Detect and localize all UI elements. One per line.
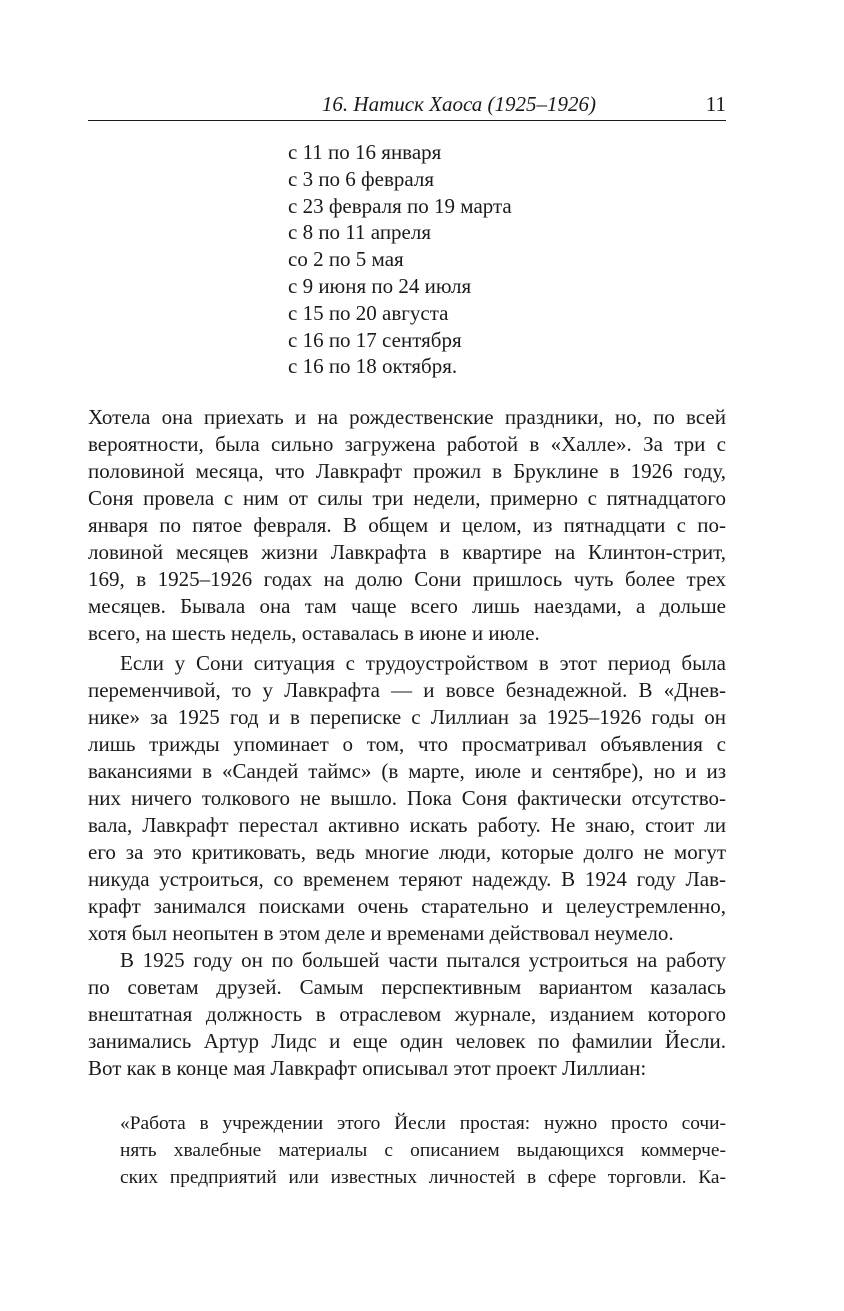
text-line: месяцев. Бывала она там чаще всего лишь наездами, а дольше: [88, 594, 726, 618]
quote-line: ских предприятий или известных личностей в сфере торговли. Ка-: [120, 1167, 726, 1188]
date-list-item: с 16 по 17 сентября: [288, 327, 462, 352]
text-line: ловиной месяцев жизни Лавкрафта в квартире на Клинтон-стрит,: [88, 540, 726, 564]
date-list-item: с 15 по 20 августа: [288, 300, 449, 325]
running-title: 16. Натиск Хаоса (1925–1926): [321, 92, 596, 116]
text-line: переменчивой, то у Лавкрафта — и вовсе безнадежной. В «Днев-: [88, 678, 726, 702]
text-line: крафт занимался поисками очень старательно и целеустремленно,: [88, 894, 726, 918]
text-line: всего, на шесть недель, оставалась в июне и июле.: [88, 621, 540, 645]
date-list-item: с 9 июня по 24 июля: [288, 273, 472, 298]
text-line: вала, Лавкрафт перестал активно искать работу. Не знаю, стоит ли: [88, 813, 726, 837]
quote-line: «Работа в учреждении этого Йесли простая: нужно просто сочи-: [120, 1113, 726, 1134]
text-line: внештатная должность в отраслевом журнале, изданием которого: [88, 1002, 726, 1026]
running-header: [88, 90, 726, 121]
text-line: января по пятое февраля. В общем и целом, из пятнадцати с по-: [88, 513, 726, 537]
date-list-item: со 2 по 5 мая: [288, 247, 404, 272]
text-line: Если у Сони ситуация с трудоустройством в этот период была: [120, 651, 726, 675]
text-line: них ничего толкового не вышло. Пока Соня фактически отсутство-: [88, 786, 726, 810]
text-line: никуда устроиться, со временем теряют надежду. В 1924 году Лав-: [88, 867, 726, 891]
quote-line: нять хвалебные материалы с описанием выдающихся коммерче-: [120, 1140, 726, 1161]
text-line: по советам друзей. Самым перспективным вариантом казалась: [88, 975, 726, 999]
date-list-item: с 3 по 6 февраля: [288, 166, 435, 191]
text-line: занимались Артур Лидс и еще один человек по фамилии Йесли.: [88, 1029, 726, 1053]
text-line: лишь трижды упоминает о том, что просматривал объявления с: [88, 732, 726, 756]
date-list-item: с 8 по 11 апреля: [288, 220, 432, 245]
text-line: половиной месяца, что Лавкрафт прожил в Бруклине в 1926 году,: [88, 459, 726, 483]
text-line: 169, в 1925–1926 годах на долю Сони пришлось чуть более трех: [88, 567, 726, 591]
text-line: хотя был неопытен в этом деле и временами действовал неумело.: [88, 921, 674, 945]
text-line: Соня провела с ним от силы три недели, примерно с пятнадцатого: [88, 486, 726, 510]
date-list: [288, 139, 512, 380]
text-line: нике» за 1925 год и в переписке с Лиллиан за 1925–1926 годы он: [88, 705, 726, 729]
text-line: его за это критиковать, ведь многие люди, которые долго не могут: [88, 840, 726, 864]
text-line: Вот как в конце мая Лавкрафт описывал этот проект Лиллиан:: [88, 1056, 647, 1080]
text-line: В 1925 году он по большей части пытался устроиться на работу: [120, 948, 726, 972]
date-list-item: с 23 февраля по 19 марта: [288, 193, 512, 218]
date-list-item: с 11 по 16 января: [288, 140, 442, 164]
page-number: 11: [705, 92, 726, 116]
text-line: Хотела она приехать и на рождественские праздники, но, по всей: [88, 405, 726, 429]
text-line: вакансиями в «Сандей таймс» (в марте, июле и сентябре), но и из: [88, 759, 726, 783]
date-list-item: с 16 по 18 октября.: [288, 354, 458, 379]
text-line: вероятности, была сильно загружена работой в «Халле». За три с: [88, 432, 726, 456]
